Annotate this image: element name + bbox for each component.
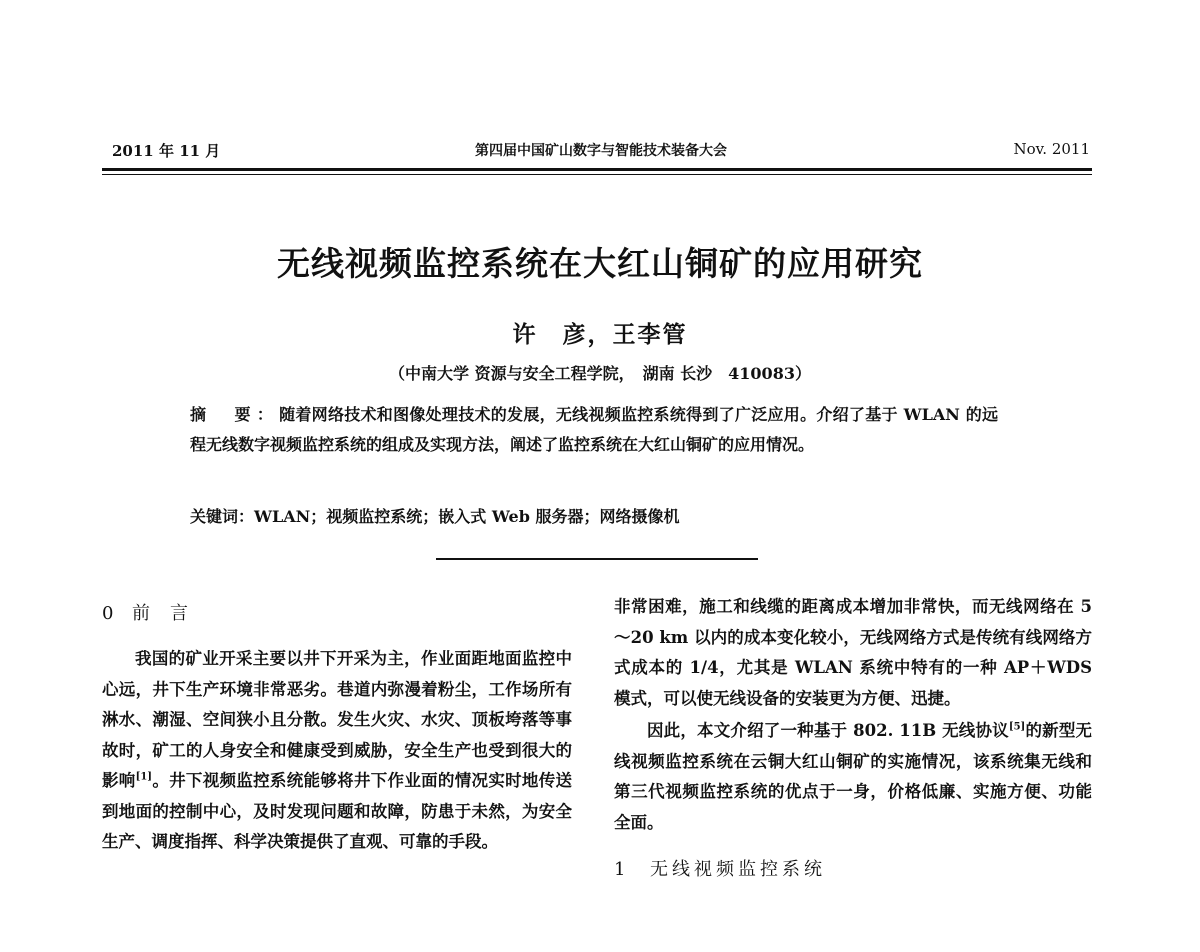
keywords [190, 502, 998, 532]
running-header [112, 140, 1090, 164]
section-0-title: 前言 [132, 603, 208, 624]
right-column [614, 592, 1092, 886]
paper-title: 无线视频监控系统在大红山铜矿的应用研究 [277, 244, 923, 283]
section-1-title: 无线视频监控系统 [650, 859, 826, 880]
header-date: 2011 年 11 月 [112, 142, 221, 160]
abstract-divider [436, 558, 758, 560]
header-date-en: Nov. 2011 [1013, 140, 1090, 158]
section-0-number: 0 [102, 603, 114, 624]
citation-ref: [5] [1008, 721, 1026, 733]
para-text: 。井下视频监控系统能够将井下作业面的情况实时地传送到地面的控制中心，及时发现问题和故障，防患于未然，为安全生产、调度指挥、科学决策提供了直观、可靠的手段。 [102, 771, 573, 851]
citation-ref: [1] [135, 771, 153, 783]
section-1-heading [614, 854, 1092, 886]
intro-paragraph-2 [614, 716, 1092, 838]
paper-authors: 许 彦，王李管 [512, 321, 688, 348]
keywords-text: WLAN；视频监控系统；嵌入式 Web 服务器；网络摄像机 [254, 507, 680, 526]
left-column [102, 592, 572, 858]
abstract-text: 随着网络技术和图像处理技术的发展，无线视频监控系统得到了广泛应用。介绍了基于 WLAN 的远程无线数字视频监控系统的组成及实现方法，阐述了监控系统在大红山铜矿的应用情况。 [190, 405, 998, 454]
keywords-label: 关键词： [190, 507, 255, 526]
header-conference: 第四届中国矿山数字与智能技术装备大会 [475, 143, 727, 159]
para-text: 我国的矿业开采主要以井下开采为主，作业面距地面监控中心远，井下生产环境非常恶劣。巷道内弥漫着粉尘，工作场所有淋水、潮湿、空间狭小且分散。发生火灾、水灾、顶板垮落等事故时，矿工的人身安全和健康受到威胁，安全生产也受到很大的影响 [102, 649, 572, 790]
section-1-number: 1 [614, 859, 626, 880]
header-rule-thin [102, 174, 1092, 175]
section-0-paragraph [102, 644, 572, 858]
para-text: 的新型无线视频监控系统在云铜大红山铜矿的实施情况，该系统集无线和第三代视频监控系统的优点于一身，价格低廉、实施方便、功能全面。 [614, 721, 1093, 832]
section-0-heading [102, 592, 572, 636]
abstract [190, 400, 998, 460]
para-text: 因此，本文介绍了一种基于 802. 11B 无线协议 [647, 721, 1009, 740]
continued-paragraph: 非常困难，施工和线缆的距离成本增加非常快，而无线网络在 5～20 km 以内的成本变化较小，无线网络方式是传统有线网络方式成本的 1/4，尤其是 WLAN 系统中特有的一种 AP＋WDS 模式，可以使无线设备的安装更为方便、迅捷。 [614, 597, 1092, 708]
header-rule-thick [102, 168, 1092, 171]
abstract-label: 摘 要： [190, 405, 280, 424]
paper-affiliation: （中南大学 资源与安全工程学院， 湖南 长沙 410083） [389, 364, 811, 383]
